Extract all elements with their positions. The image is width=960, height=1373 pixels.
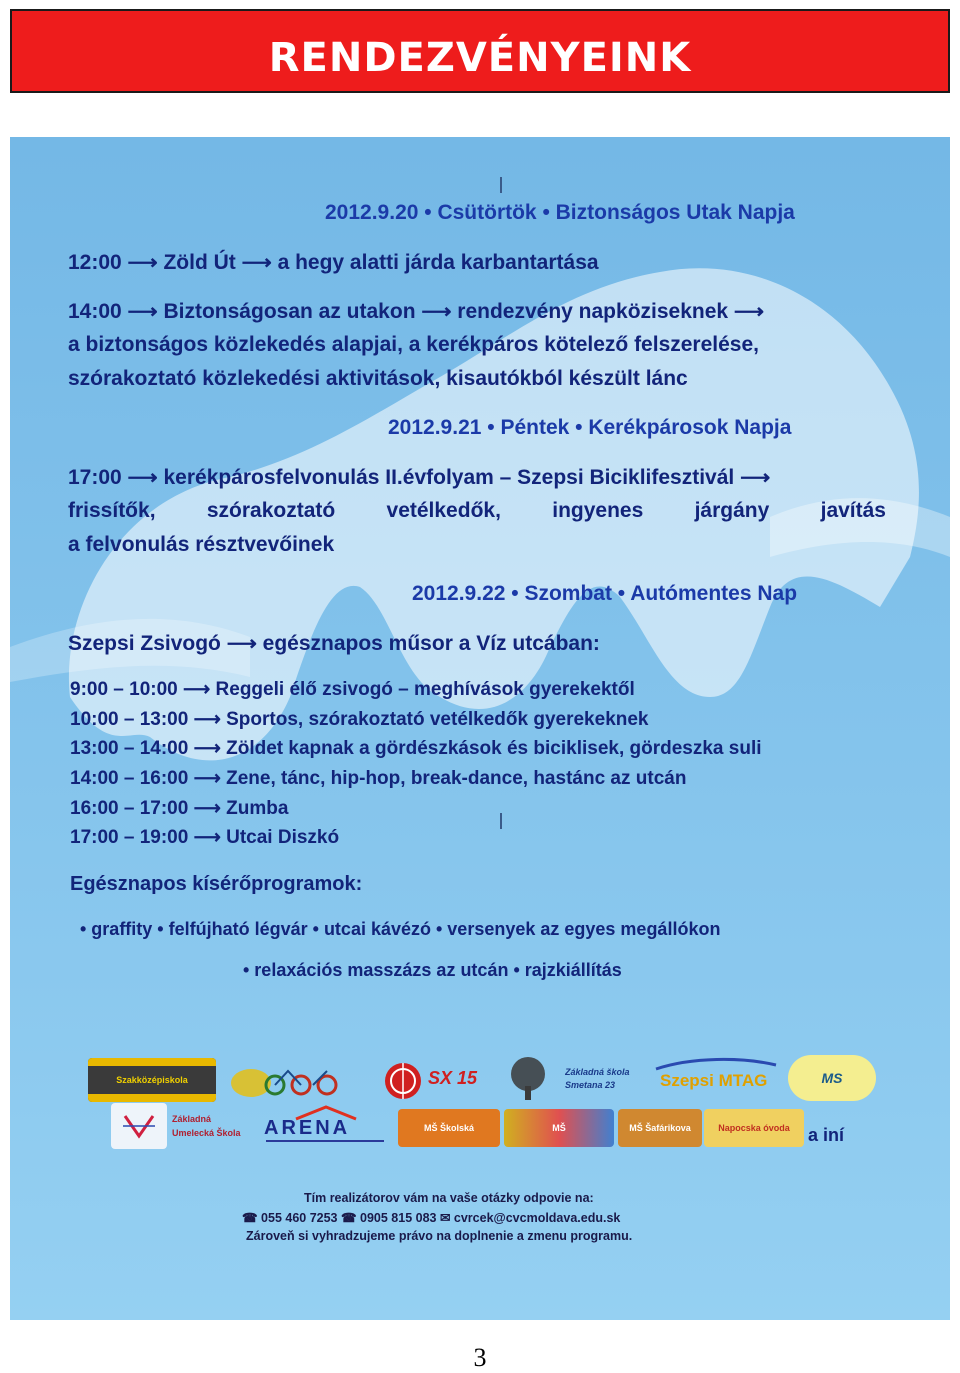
day3-intro-line: Szepsi Zsivogó ⟶ egésznapos műsor a Víz utcában:	[68, 632, 600, 655]
footer-contact-line: Tím realizátorov vám na vaše otázky odpovie na:	[304, 1191, 594, 1205]
page-header-banner	[10, 9, 950, 93]
day2-word: vetélkedők,	[386, 499, 501, 522]
day2-word: javítás	[820, 499, 886, 522]
logo-label: MŠ Šafárikova	[629, 1123, 691, 1133]
event-poster	[10, 137, 950, 1320]
schedule-item: 16:00 – 17:00 ⟶ Zumba	[70, 798, 289, 819]
day1-date-line: 2012.9.20 • Csütörtök • Biztonságos Utak Napja	[325, 201, 795, 224]
schedule-item: 13:00 – 14:00 ⟶ Zöldet kapnak a gördészkások és biciklisek, gördeszka suli	[70, 738, 762, 759]
logo-label: ARENA	[264, 1117, 351, 1139]
day1-event-line: 12:00 ⟶ Zöld Út ⟶ a hegy alatti járda karbantartása	[68, 251, 599, 274]
sponsor-logo-szepsi-mtag	[652, 1055, 780, 1103]
logo-label: MŠ Školská	[423, 1123, 475, 1133]
sponsor-logo-arena	[256, 1105, 394, 1145]
day2-word: frissítők,	[68, 499, 156, 522]
schedule-item: 10:00 – 13:00 ⟶ Sportos, szórakoztató vetélkedők gyerekeknek	[70, 709, 649, 730]
sponsor-logo-school	[88, 1058, 216, 1102]
sponsor-logo-ms-safarikova	[618, 1109, 702, 1147]
day1-event-line: szórakoztató közlekedési aktivitások, kisautókból készült lánc	[68, 367, 688, 390]
sponsor-logo-cyclists	[223, 1055, 353, 1103]
poster-tick-mark	[500, 177, 502, 193]
day2-date-line: 2012.9.21 • Péntek • Kerékpárosok Napja	[388, 416, 792, 439]
logo-label: SX 15	[427, 1067, 478, 1088]
day2-event-line-justified	[68, 499, 886, 523]
day2-event-line: 17:00 ⟶ kerékpárosfelvonulás II.évfolyam – Szepsi Biciklifesztivál ⟶	[68, 466, 771, 489]
day3-date-line: 2012.9.22 • Szombat • Autómentes Nap	[412, 582, 798, 605]
tree-icon	[503, 1054, 553, 1102]
sponsor-logo-zus	[172, 1103, 252, 1149]
schedule-item: 17:00 – 19:00 ⟶ Utcai Diszkó	[70, 827, 340, 848]
logo-label: Szepsi MTAG	[660, 1071, 768, 1090]
schedule-item: 14:00 – 16:00 ⟶ Zene, tánc, hip-hop, break-dance, hastánc az utcán	[70, 768, 687, 789]
footer-contact-line: Zároveň si vyhradzujeme právo na doplnenie a zmenu programu.	[246, 1229, 633, 1243]
sponsor-logo-sx15	[360, 1053, 495, 1103]
sponsor-logo-ms-colorful	[504, 1109, 614, 1147]
sponsor-logo-tree	[500, 1053, 556, 1103]
music-emblem-icon	[117, 1106, 161, 1146]
page-title: RENDEZVÉNYEINK	[268, 35, 692, 81]
logo-label: MS	[821, 1070, 843, 1086]
footer-contact-line: ☎ 055 460 7253 ☎ 0905 815 083 ✉ cvrcek@cvcmoldava.edu.sk	[242, 1211, 621, 1225]
side-programs-line: • relaxációs masszázs az utcán • rajzkiállítás	[243, 960, 622, 980]
day2-word: ingyenes	[552, 499, 644, 522]
sponsor-and-others-label: a iní	[808, 1125, 845, 1145]
page-number: 3	[473, 1343, 487, 1372]
day2-word: szórakoztató	[206, 499, 336, 522]
logo-label: Základná Umelecká Škola	[172, 1114, 241, 1138]
sponsor-logo-ms	[788, 1055, 876, 1101]
sponsor-logo-kindergarten	[704, 1109, 804, 1147]
side-programs-title: Egésznapos kísérőprogramok:	[70, 873, 363, 895]
logo-label: MŠ	[552, 1123, 566, 1133]
poster-tick-mark	[500, 813, 502, 829]
day2-event-line: a felvonulás résztvevőinek	[68, 533, 335, 556]
sponsor-logo-zus-emblem	[111, 1103, 167, 1149]
globe-icon	[378, 1053, 428, 1103]
schedule-item: 9:00 – 10:00 ⟶ Reggeli élő zsivogó – meghívások gyerekektől	[70, 679, 635, 700]
day1-event-line: 14:00 ⟶ Biztonságosan az utakon ⟶ rendezvény napköziseknek ⟶	[68, 300, 765, 323]
logo-stripe	[88, 1094, 216, 1102]
logo-label: Základná škola Smetana 23	[565, 1067, 630, 1090]
logo-stripe	[88, 1058, 216, 1066]
side-programs-line: • graffity • felfújható légvár • utcai kávézó • versenyek az egyes megállókon	[80, 919, 721, 939]
day1-event-line: a biztonságos közlekedés alapjai, a kerékpáros kötelező felszerelése,	[68, 333, 759, 356]
sponsor-logo-zakladna	[565, 1055, 650, 1103]
cyclists-icon	[223, 1055, 353, 1103]
sponsor-logo-ms-skolska	[398, 1109, 500, 1147]
day2-word: járgány	[694, 499, 770, 522]
logo-label: Napocska óvoda	[718, 1123, 790, 1133]
logo-label: Szakközépiskola	[116, 1075, 188, 1085]
